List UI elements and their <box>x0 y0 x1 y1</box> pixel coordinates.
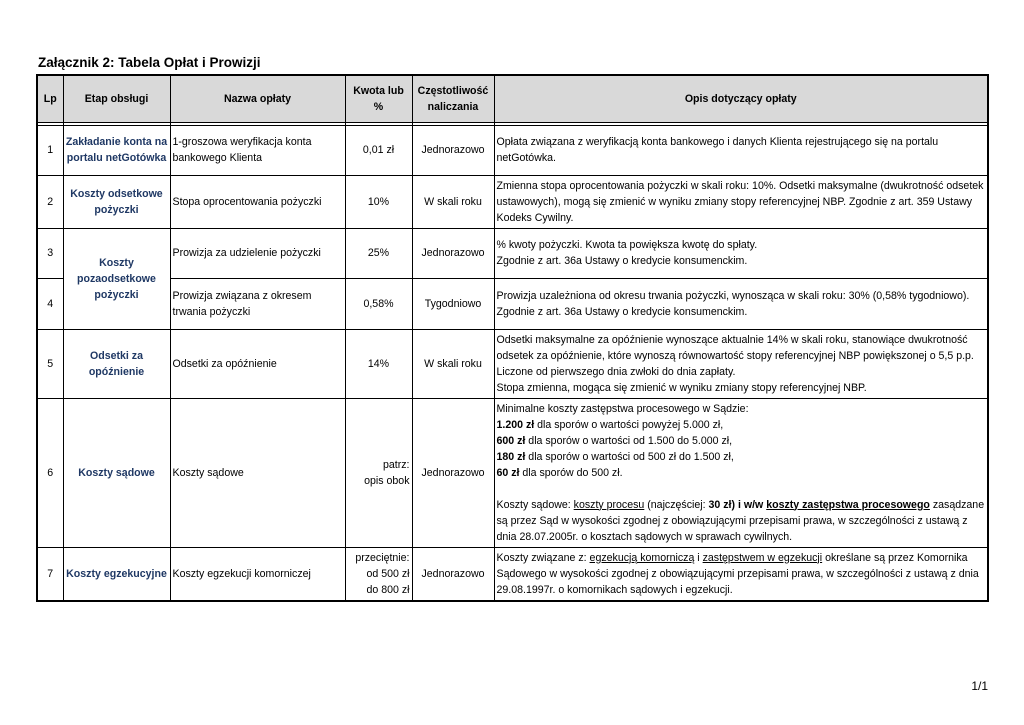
k-rest: zasądzane są przez Sąd w wysokości zgodnej z obowiązującymi przepisami prawa, w szczególności z ustawą z dnia 28.07.2005r. o kosztach sądowych w sprawach cywilnych. <box>496 498 985 543</box>
fees-table <box>36 74 989 602</box>
cell-kwota <box>345 398 412 547</box>
cell-lp: 4 <box>37 278 63 329</box>
cell-lp: 3 <box>37 228 63 278</box>
tier-line <box>497 433 986 449</box>
k-proc: koszty procesu <box>573 498 645 511</box>
opis-line: % kwoty pożyczki. Kwota ta powiększa kwotę do spłaty. <box>496 239 758 251</box>
tier-text: dla sporów o wartości powyżej 5.000 zł, <box>534 418 724 431</box>
cell-etap: Zakładanie konta na portalu netGotówka <box>63 125 170 175</box>
tier-amount: 1.200 zł <box>496 418 535 431</box>
e-i: i <box>694 551 703 564</box>
cell-czestotliwosc: Jednorazowo <box>412 125 494 175</box>
e-pre: Koszty związane z: <box>496 551 587 564</box>
cell-opis <box>494 398 988 547</box>
opis-text: Stopa zmienna, mogąca się zmienić w wyniku zmiany stopy referencyjnej NBP. <box>496 381 867 394</box>
tier-line <box>497 465 986 481</box>
page-title: Załącznik 2: Tabela Opłat i Prowizji <box>38 55 261 70</box>
cell-nazwa: Koszty egzekucji komorniczej <box>170 547 345 601</box>
cell-kwota: 14% <box>345 329 412 398</box>
cell-lp: 1 <box>37 125 63 175</box>
kwota-line: do 800 zł <box>366 583 410 596</box>
tier-amount: 180 zł <box>496 450 526 463</box>
header-czestotliwosc: Częstotliwość naliczania <box>412 75 494 122</box>
cell-nazwa: Prowizja związana z okresem trwania pożyczki <box>170 278 345 329</box>
tier-text: dla sporów do 500 zł. <box>519 466 623 479</box>
table-row <box>37 175 988 228</box>
cell-etap: Koszty odsetkowe pożyczki <box>63 175 170 228</box>
cell-opis: Opłata związana z weryfikacją konta bankowego i danych Klienta rejestrującego się na portalu netGotówka. <box>494 125 988 175</box>
tier-line <box>497 417 986 433</box>
table-row <box>37 125 988 175</box>
cell-czestotliwosc: Jednorazowo <box>412 547 494 601</box>
cell-lp: 2 <box>37 175 63 228</box>
cell-opis <box>494 228 988 278</box>
cell-opis: Prowizja uzależniona od okresu trwania pożyczki, wynosząca w skali roku: 30% (0,58% tygodniowo). Zgodnie z art. 36a Ustawy o kredycie konsumenckim. <box>494 278 988 329</box>
cell-czestotliwosc: W skali roku <box>412 329 494 398</box>
k-amount: 30 zł <box>708 498 732 511</box>
cell-opis <box>494 547 988 601</box>
cell-opis: Zmienna stopa oprocentowania pożyczki w skali roku: 10%. Odsetki maksymalne (dwukrotność odsetek ustawowych), mogą się zmienić w wyniku zmiany stopy referencyjnej NBP. Zgodnie z art. 359 Ustawy Kodeks Cywilny. <box>494 175 988 228</box>
cell-kwota: 25% <box>345 228 412 278</box>
cell-etap: Koszty egzekucyjne <box>63 547 170 601</box>
cell-lp: 7 <box>37 547 63 601</box>
header-kwota: Kwota lub % <box>345 75 412 122</box>
e-egz: egzekucją komorniczą <box>589 551 695 564</box>
cell-kwota: 0,58% <box>345 278 412 329</box>
kwota-line: przeciętnie: <box>355 551 410 564</box>
cell-czestotliwosc: W skali roku <box>412 175 494 228</box>
table-row <box>37 329 988 398</box>
cell-kwota: 10% <box>345 175 412 228</box>
cell-czestotliwosc: Tygodniowo <box>412 278 494 329</box>
e-rest: określane są przez Komornika Sądowego w wysokości zgodnej z obowiązującymi przepisami prawa, w szczególności z ustawą z dnia 29.08.1997r. o komornikach sądowych i egzekucji. <box>496 551 979 596</box>
cell-nazwa: Koszty sądowe <box>170 398 345 547</box>
header-lp: Lp <box>37 75 63 122</box>
cell-lp: 6 <box>37 398 63 547</box>
header-etap: Etap obsługi <box>63 75 170 122</box>
opis-intro: Minimalne koszty zastępstwa procesowego w Sądzie: <box>496 402 749 415</box>
tier-amount: 600 zł <box>496 434 526 447</box>
cell-etap: Koszty sądowe <box>63 398 170 547</box>
k-iww: ) i w/w <box>731 498 764 511</box>
cell-etap: Koszty pozaodsetkowe pożyczki <box>63 228 170 329</box>
e-zast: zastępstwem w egzekucji <box>702 551 823 564</box>
table-row <box>37 398 988 547</box>
cell-opis <box>494 329 988 398</box>
cell-kwota: 0,01 zł <box>345 125 412 175</box>
kwota-line: od 500 zł <box>366 567 410 580</box>
k-zast: koszty zastępstwa procesowego <box>766 498 930 511</box>
cell-lp: 5 <box>37 329 63 398</box>
tier-line <box>497 449 986 465</box>
cell-etap: Odsetki za opóźnienie <box>63 329 170 398</box>
header-nazwa: Nazwa opłaty <box>170 75 345 122</box>
tier-amount: 60 zł <box>496 466 520 479</box>
tier-text: dla sporów o wartości od 500 zł do 1.500 zł, <box>525 450 734 463</box>
cell-nazwa: 1-groszowa weryfikacja konta bankowego Klienta <box>170 125 345 175</box>
table-header-row <box>37 75 988 122</box>
cell-nazwa: Prowizja za udzielenie pożyczki <box>170 228 345 278</box>
cell-czestotliwosc: Jednorazowo <box>412 228 494 278</box>
table-row <box>37 547 988 601</box>
kwota-line: patrz: <box>383 458 410 471</box>
cell-nazwa: Stopa oprocentowania pożyczki <box>170 175 345 228</box>
tier-text: dla sporów o wartości od 1.500 do 5.000 zł, <box>525 434 733 447</box>
table-row <box>37 278 988 329</box>
k-label: Koszty sądowe: <box>496 498 571 511</box>
opis-text: Odsetki maksymalne za opóźnienie wynoszące aktualnie 14% w skali roku, stanowiące dwukrotność odsetek za opóźnienie, które wynoszą równowartość stopy referencyjnej NBP powiększonej o 5,5 p.p. Liczone od pierwszego dnia zwłoki do dnia zapłaty. <box>496 333 974 378</box>
kwota-line: opis obok <box>364 474 410 487</box>
table-row <box>37 228 988 278</box>
cell-czestotliwosc: Jednorazowo <box>412 398 494 547</box>
cell-nazwa: Odsetki za opóźnienie <box>170 329 345 398</box>
cell-kwota <box>345 547 412 601</box>
header-opis: Opis dotyczący opłaty <box>494 75 988 122</box>
k-paren: (najczęściej: <box>647 498 706 511</box>
page-number: 1/1 <box>971 679 988 693</box>
koszty-paragraph <box>497 497 986 545</box>
opis-line: Zgodnie z art. 36a Ustawy o kredycie konsumenckim. <box>496 255 748 267</box>
